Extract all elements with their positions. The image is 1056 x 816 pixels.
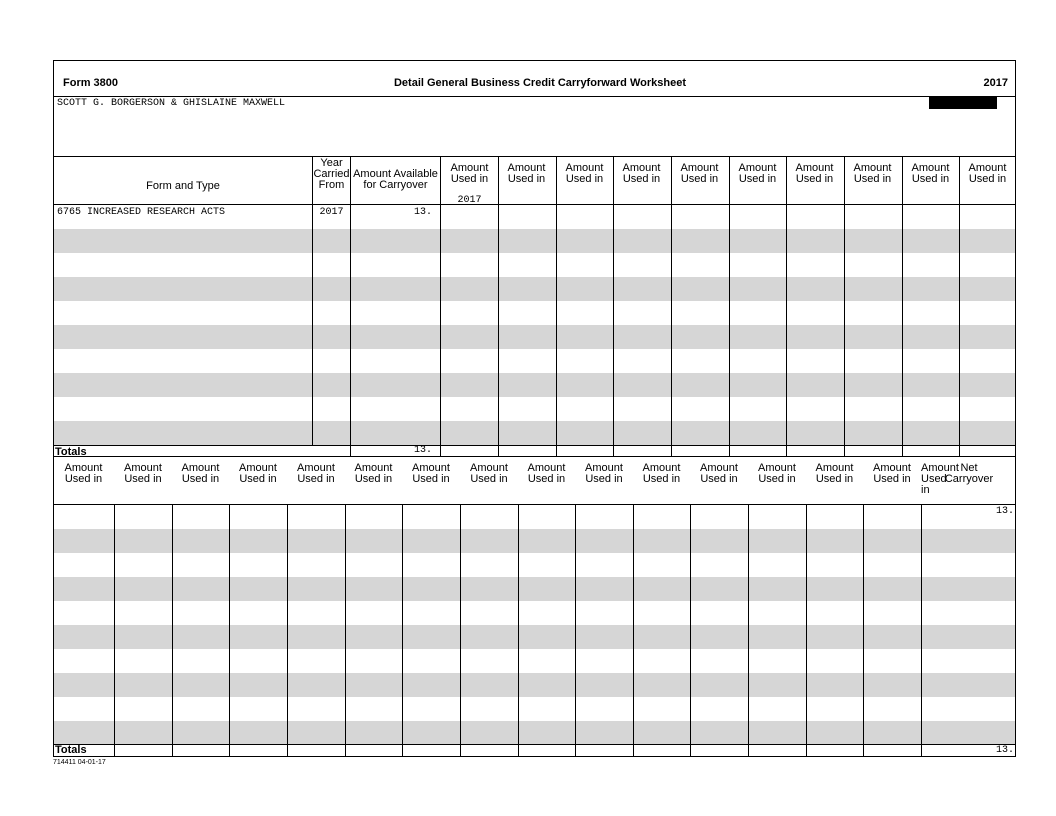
bottom-column-line bbox=[460, 504, 461, 756]
header-amount-used-bottom: Amount Used in bbox=[700, 462, 738, 485]
bottom-header-divider bbox=[53, 504, 1016, 505]
top-column-line bbox=[556, 156, 557, 445]
header-year-carried-from: Year Carried From bbox=[313, 157, 350, 191]
header-amount-available: Amount Available for Carryover bbox=[353, 168, 438, 191]
bottom-column-line bbox=[748, 504, 749, 756]
top-table-bottom bbox=[53, 456, 1016, 457]
header-amount-used-top: Amount Used in bbox=[795, 162, 834, 185]
header-form-and-type: Form and Type bbox=[146, 180, 220, 192]
top-row-shade bbox=[54, 325, 1015, 349]
top-column-line bbox=[350, 156, 351, 445]
name-divider bbox=[53, 156, 1016, 157]
top-totals-column-line bbox=[786, 445, 787, 456]
header-amount-used-top: Amount Used in bbox=[738, 162, 777, 185]
bottom-column-line bbox=[402, 504, 403, 756]
top-totals-column-line bbox=[440, 445, 441, 456]
top-column-line bbox=[312, 156, 313, 445]
bottom-column-line bbox=[633, 504, 634, 756]
top-column-line bbox=[440, 156, 441, 445]
header-amount-used-bottom: Amount Used in bbox=[354, 462, 393, 485]
footer-code: 714411 04-01-17 bbox=[53, 759, 106, 766]
top-totals-column-line bbox=[902, 445, 903, 456]
top-totals-column-line bbox=[671, 445, 672, 456]
bottom-column-line bbox=[114, 504, 115, 756]
row-year: 2017 bbox=[319, 207, 344, 218]
top-totals-column-line bbox=[844, 445, 845, 456]
bottom-column-line bbox=[690, 504, 691, 756]
header-amount-used-bottom: Amount Used in bbox=[470, 462, 508, 485]
bottom-column-line bbox=[921, 504, 922, 756]
header-amount-used-bottom: Amount Used in bbox=[412, 462, 450, 485]
header-amount-used-bottom: Amount Used in bbox=[527, 462, 566, 485]
redacted-id-box bbox=[929, 96, 997, 109]
top-header-divider bbox=[53, 204, 1016, 205]
top-row-shade bbox=[54, 373, 1015, 397]
top-totals-column-line bbox=[556, 445, 557, 456]
bottom-row-net: 13. bbox=[995, 506, 1014, 517]
header-amount-used-bottom: Amount Used in bbox=[124, 462, 162, 485]
tax-year: 2017 bbox=[983, 77, 1008, 89]
form-label: Form 3800 bbox=[63, 77, 119, 89]
row-form-type: 6765 INCREASED RESEARCH ACTS bbox=[57, 207, 226, 218]
bottom-totals-net: 13. bbox=[995, 745, 1014, 756]
header-amount-used-bottom: Amount Used in bbox=[297, 462, 335, 485]
header-amount-used-bottom: Amount Used in bbox=[181, 462, 220, 485]
bottom-totals-label: Totals bbox=[55, 744, 87, 756]
bottom-row-shade bbox=[54, 577, 1015, 601]
header-amount-used-bottom: Amount Used in bbox=[815, 462, 854, 485]
top-column-line bbox=[729, 156, 730, 445]
header-amount-used-bottom: Amount Used in bbox=[873, 462, 911, 485]
row-available: 13. bbox=[413, 207, 432, 218]
top-totals-available: 13. bbox=[413, 445, 432, 456]
top-column-line bbox=[613, 156, 614, 445]
bottom-row-shade bbox=[54, 529, 1015, 553]
bottom-row-shade bbox=[54, 673, 1015, 697]
top-column-line bbox=[498, 156, 499, 445]
top-totals-column-line bbox=[498, 445, 499, 456]
header-amount-used-bottom: Amount Used in bbox=[585, 462, 623, 485]
bottom-row-shade bbox=[54, 625, 1015, 649]
top-row-shade bbox=[54, 229, 1015, 253]
header-amount-used-top: Amount Used in bbox=[507, 162, 546, 185]
top-totals-label: Totals bbox=[55, 446, 87, 458]
header-amount-used-top: Amount Used in bbox=[622, 162, 661, 185]
bottom-column-line bbox=[345, 504, 346, 756]
header-amount-used-top: Amount Used in bbox=[968, 162, 1007, 185]
bottom-column-line bbox=[172, 504, 173, 756]
top-totals-divider bbox=[53, 445, 1016, 446]
header-amount-used-top: Amount Used in bbox=[680, 162, 719, 185]
bottom-column-line bbox=[806, 504, 807, 756]
header-amount-used-top: Amount Used in bbox=[450, 162, 489, 185]
top-totals-column-line bbox=[613, 445, 614, 456]
header-amount-used-bottom: Amount Used in bbox=[642, 462, 681, 485]
top-row-shade bbox=[54, 421, 1015, 445]
top-column-line bbox=[902, 156, 903, 445]
bottom-column-line bbox=[575, 504, 576, 756]
taxpayer-name: SCOTT G. BORGERSON & GHISLAINE MAXWELL bbox=[57, 98, 286, 109]
title-divider bbox=[53, 96, 1016, 97]
top-totals-column-line bbox=[729, 445, 730, 456]
top-totals-column-line bbox=[350, 445, 351, 456]
header-amount-used-bottom: Amount Used in bbox=[64, 462, 103, 485]
header-net-carryover: Net Carryover bbox=[944, 462, 994, 485]
bottom-column-line bbox=[518, 504, 519, 756]
bottom-row-shade bbox=[54, 721, 1015, 745]
header-amount-used-bottom: Amount Used in bbox=[239, 462, 277, 485]
top-row-shade bbox=[54, 277, 1015, 301]
bottom-column-line bbox=[229, 504, 230, 756]
bottom-table-bottom bbox=[53, 756, 1016, 757]
header-amount-used-bottom: Amount Used in bbox=[758, 462, 796, 485]
top-column-line bbox=[959, 156, 960, 445]
top-column-line bbox=[844, 156, 845, 445]
header-first-used-year: 2017 bbox=[457, 195, 482, 206]
worksheet-title: Detail General Business Credit Carryforward Worksheet bbox=[393, 77, 686, 89]
header-amount-used-top: Amount Used in bbox=[911, 162, 950, 185]
bottom-totals-divider bbox=[53, 744, 1016, 745]
header-amount-used-top: Amount Used in bbox=[853, 162, 892, 185]
top-column-line bbox=[671, 156, 672, 445]
bottom-column-line bbox=[287, 504, 288, 756]
top-column-line bbox=[786, 156, 787, 445]
top-totals-column-line bbox=[959, 445, 960, 456]
header-amount-used-top: Amount Used in bbox=[565, 162, 604, 185]
bottom-column-line bbox=[863, 504, 864, 756]
